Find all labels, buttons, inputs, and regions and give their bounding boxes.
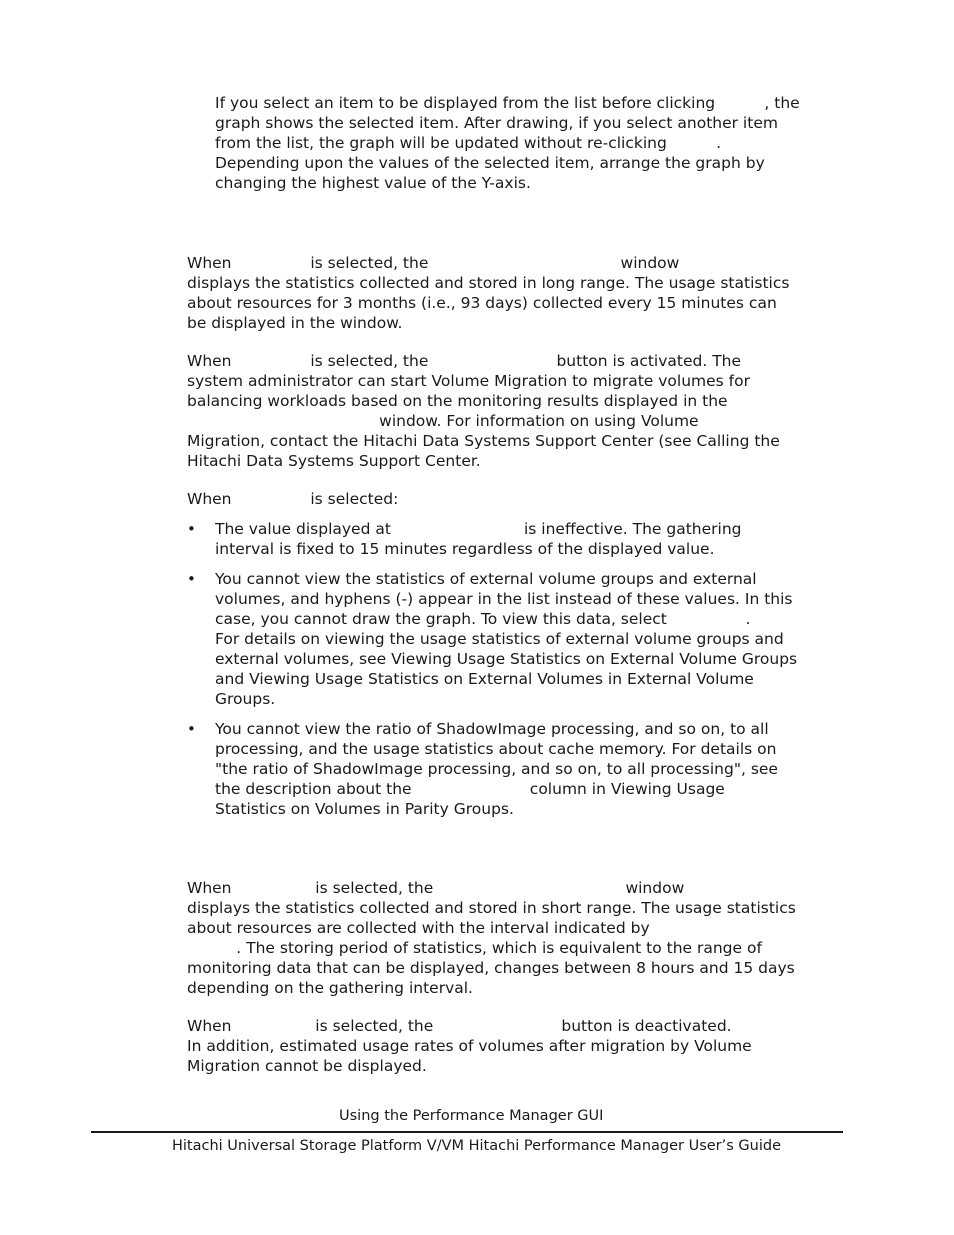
bullet-1-line: interval is fixed to 15 minutes regardless of the displayed value. [215,540,715,558]
footer-section-title: Using the Performance Manager GUI [339,1108,604,1124]
bullet-3-line: processing, and the usage statistics about cache memory. For details on [215,740,777,758]
bullet-2-line: Groups. [215,690,276,708]
long-range-1-line: When is selected, the window [187,254,680,272]
short-range-1-line: depending on the gathering interval. [187,979,473,997]
long-range-1-line: be displayed in the window. [187,314,403,332]
short-range-1-line: . The storing period of statistics, which is equivalent to the range of [187,939,762,957]
short-range-2-line: Migration cannot be displayed. [187,1057,427,1075]
bullet-2-line: case, you cannot draw the graph. To view this data, select . [215,610,751,628]
long-range-2-line: Migration, contact the Hitachi Data Systems Support Center (see Calling the [187,432,780,450]
long-range-2-line: window. For information on using Volume [187,412,699,430]
short-range-1-line: When is selected, the window [187,879,685,897]
bullet-2-line: You cannot view the statistics of external volume groups and external [215,570,757,588]
bullet-1-line: The value displayed at is ineffective. The gathering [215,520,742,538]
bullet-2-line: volumes, and hyphens (-) appear in the list instead of these values. In this [215,590,793,608]
long-range-2-line: system administrator can start Volume Migration to migrate volumes for [187,372,750,390]
note-line: Depending upon the values of the selected item, arrange the graph by [215,154,765,172]
short-range-2-line: When is selected, the button is deactivated. [187,1017,732,1035]
note-line: graph shows the selected item. After drawing, if you select another item [215,114,778,132]
footer-divider [91,1131,843,1133]
short-range-1-line: displays the statistics collected and stored in short range. The usage statistics [187,899,796,917]
short-range-1-line: monitoring data that can be displayed, changes between 8 hours and 15 days [187,959,795,977]
bullet-2-line: For details on viewing the usage statistics of external volume groups and [215,630,784,648]
note-line: changing the highest value of the Y-axis. [215,174,531,192]
note-line: from the list, the graph will be updated without re-clicking . [215,134,722,152]
bullet-2-line: and Viewing Usage Statistics on External Volumes in External Volume [215,670,754,688]
short-range-2-line: In addition, estimated usage rates of volumes after migration by Volume [187,1037,752,1055]
bullet-3-line: Statistics on Volumes in Parity Groups. [215,800,514,818]
note-line: If you select an item to be displayed from the list before clicking , the [215,94,800,112]
bullet-2-line: external volumes, see Viewing Usage Statistics on External Volume Groups [215,650,798,668]
bullet-icon: • [187,720,196,738]
long-range-2-line: When is selected, the button is activated. The [187,352,742,370]
long-range-1-line: displays the statistics collected and stored in long range. The usage statistics [187,274,790,292]
bullet-3-line: "the ratio of ShadowImage processing, and so on, to all processing", see [215,760,778,778]
long-range-3-line: When is selected: [187,490,399,508]
bullet-3-line: the description about the column in Viewing Usage [215,780,725,798]
bullet-icon: • [187,570,196,588]
bullet-3-line: You cannot view the ratio of ShadowImage processing, and so on, to all [215,720,769,738]
long-range-2-line: Hitachi Data Systems Support Center. [187,452,481,470]
long-range-2-line: balancing workloads based on the monitoring results displayed in the [187,392,728,410]
footer-guide-title: Hitachi Universal Storage Platform V/VM Hitachi Performance Manager User’s Guide [172,1138,781,1154]
long-range-1-line: about resources for 3 months (i.e., 93 days) collected every 15 minutes can [187,294,777,312]
short-range-1-line: about resources are collected with the interval indicated by [187,919,650,937]
bullet-icon: • [187,520,196,538]
